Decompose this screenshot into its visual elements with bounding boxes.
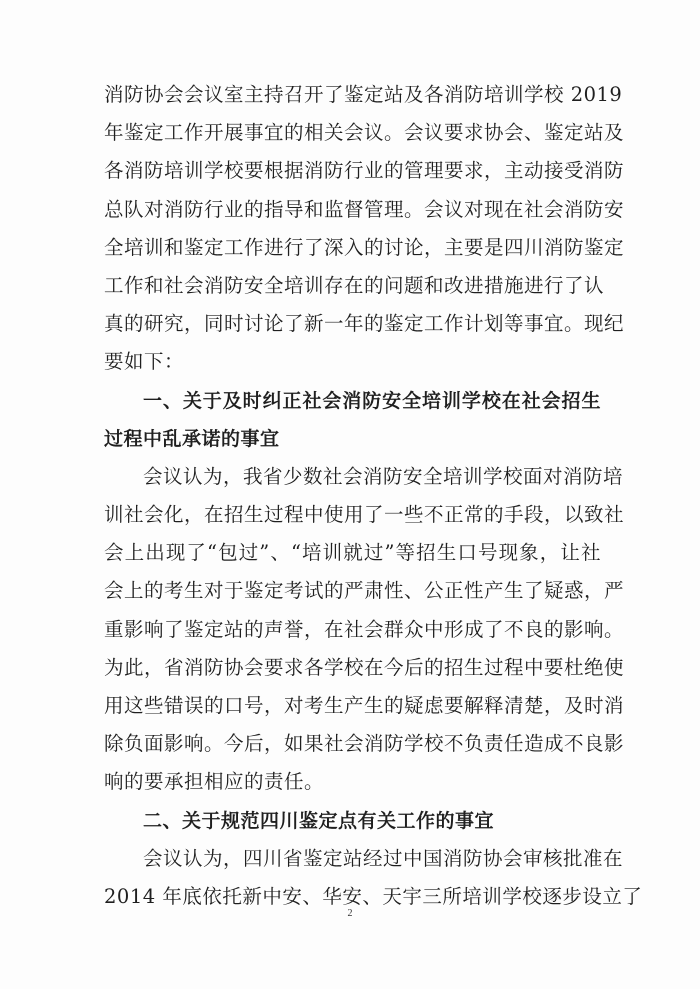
text-line: 会议认为，四川省鉴定站经过中国消防协会审核批准在	[143, 846, 624, 870]
text-line: 会议认为，我省少数社会消防安全培训学校面对消防培	[143, 464, 624, 488]
text-line: 年鉴定工作开展事宜的相关会议。会议要求协会、鉴定站及	[104, 121, 625, 145]
text-line: 除负面影响。今后，如果社会消防学校不负责任造成不良影	[104, 732, 625, 756]
text-line: 2014 年底依托新中安、华安、天宇三所培训学校逐步设立了	[104, 884, 643, 908]
page-number: 2	[347, 908, 353, 919]
text-line: 全培训和鉴定工作进行了深入的讨论，主要是四川消防鉴定	[104, 235, 625, 259]
section-heading: 过程中乱承诺的事宜	[104, 427, 280, 450]
text-line: 响的要承担相应的责任。	[104, 770, 325, 794]
text-line: 各消防培训学校要根据消防行业的管理要求，主动接受消防	[104, 159, 625, 183]
text-line: 真的研究，同时讨论了新一年的鉴定工作计划等事宜。现纪	[104, 312, 625, 336]
text-line: 训社会化，在招生过程中使用了一些不正常的手段，以致社	[104, 503, 625, 527]
text-line: 用这些错误的口号，对考生产生的疑虑要解释清楚，及时消	[104, 694, 625, 717]
text-line: 消防协会会议室主持召开了鉴定站及各消防培训学校 2019	[104, 83, 623, 106]
section-heading: 一、关于及时纠正社会消防安全培训学校在社会招生	[143, 389, 601, 412]
text-line: 会上出现了“包过”、“培训就过”等招生口号现象，让社	[104, 541, 601, 565]
text-line: 总队对消防行业的指导和监督管理。会议对现在社会消防安	[104, 197, 625, 221]
text-line: 工作和社会消防安全培训存在的问题和改进措施进行了认	[104, 273, 605, 297]
section-heading: 二、关于规范四川鉴定点有关工作的事宜	[143, 809, 495, 832]
text-line: 要如下：	[104, 350, 185, 374]
document-body	[104, 76, 643, 916]
text-line: 会上的考生对于鉴定考试的严肃性、公正性产生了疑惑，严	[104, 579, 625, 603]
text-line: 重影响了鉴定站的声誉，在社会群众中形成了不良的影响。	[104, 617, 625, 641]
text-line: 为此，省消防协会要求各学校在今后的招生过程中要杜绝使	[104, 655, 625, 679]
